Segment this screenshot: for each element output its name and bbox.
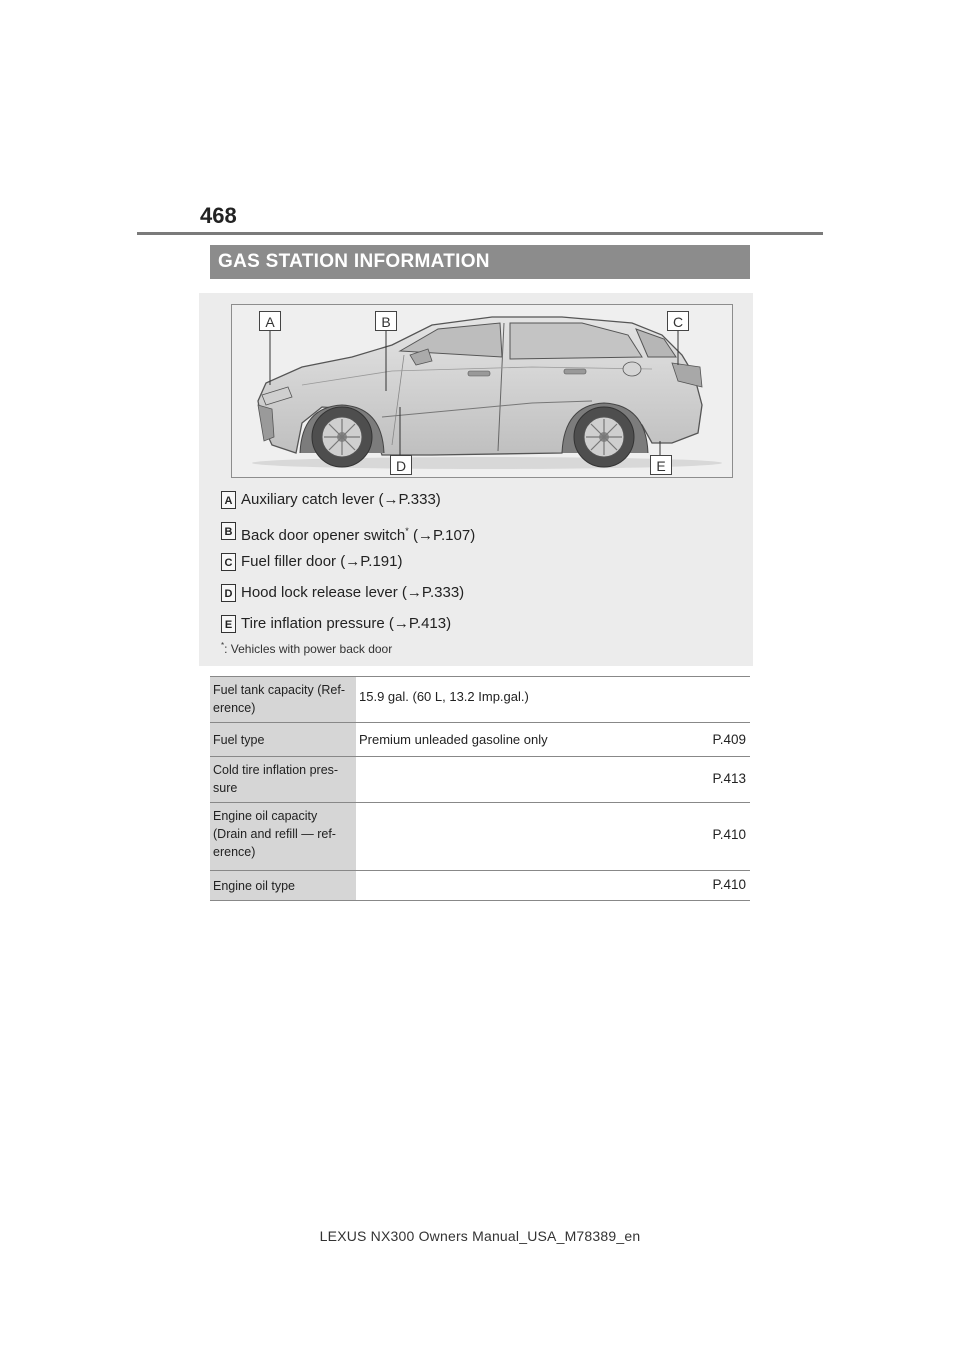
legend-text bbox=[241, 519, 475, 548]
callout-legend bbox=[221, 488, 741, 643]
callout-b: B bbox=[375, 311, 397, 331]
legend-text: Tire inflation pressure (→P.413) bbox=[241, 615, 452, 632]
spec-value bbox=[356, 803, 750, 870]
section-title: GAS STATION INFORMATION bbox=[210, 245, 750, 279]
legend-page-ref: (→P.107) bbox=[408, 527, 476, 544]
footnote bbox=[221, 641, 392, 656]
vehicle-illustration bbox=[231, 304, 733, 478]
legend-text: Auxiliary catch lever (→P.333) bbox=[241, 491, 441, 508]
legend-item-b bbox=[221, 519, 741, 550]
callout-e: E bbox=[650, 455, 672, 475]
legend-item-c bbox=[221, 550, 741, 581]
legend-item-e bbox=[221, 612, 741, 643]
table-row bbox=[210, 676, 750, 722]
legend-badge: B bbox=[221, 522, 236, 540]
spec-label: Fuel type bbox=[210, 723, 356, 756]
spec-value-text: 15.9 gal. (60 L, 13.2 Imp.gal.) bbox=[359, 689, 529, 704]
legend-badge: D bbox=[221, 584, 236, 602]
callout-c: C bbox=[667, 311, 689, 331]
spec-value bbox=[356, 723, 750, 756]
footnote-mark: * bbox=[221, 641, 225, 650]
legend-text: Hood lock release lever (→P.333) bbox=[241, 584, 465, 601]
page-footer: LEXUS NX300 Owners Manual_USA_M78389_en bbox=[319, 1228, 641, 1244]
page-reference: P.410 bbox=[712, 827, 746, 842]
legend-badge: A bbox=[221, 491, 236, 509]
header-rule bbox=[137, 232, 823, 235]
callout-a: A bbox=[259, 311, 281, 331]
spec-label: Cold tire inflation pres-sure bbox=[210, 757, 356, 802]
spec-label: Engine oil capacity (Drain and refill — ref-erence) bbox=[210, 803, 356, 870]
page-number: 468 bbox=[200, 203, 237, 228]
spec-value bbox=[356, 677, 750, 722]
legend-badge: E bbox=[221, 615, 236, 633]
callout-d: D bbox=[390, 455, 412, 475]
legend-label: Back door opener switch bbox=[241, 527, 406, 544]
spec-value bbox=[356, 871, 750, 900]
spec-value bbox=[356, 757, 750, 802]
spec-label: Fuel tank capacity (Ref-erence) bbox=[210, 677, 356, 722]
footnote-mark: * bbox=[405, 526, 409, 536]
page-reference: P.409 bbox=[712, 732, 746, 747]
spec-value-text: Premium unleaded gasoline only bbox=[359, 732, 548, 747]
vehicle-side-view bbox=[232, 305, 732, 477]
table-row bbox=[210, 756, 750, 802]
spec-table bbox=[210, 676, 750, 901]
table-row bbox=[210, 722, 750, 756]
legend-item-a bbox=[221, 488, 741, 519]
illustration-panel bbox=[199, 293, 753, 666]
footnote-text: : Vehicles with power back door bbox=[224, 642, 393, 656]
legend-text: Fuel filler door (→P.191) bbox=[241, 553, 403, 570]
table-row bbox=[210, 802, 750, 870]
spec-label: Engine oil type bbox=[210, 871, 356, 900]
table-row bbox=[210, 870, 750, 901]
page-reference: P.413 bbox=[712, 771, 746, 786]
page-reference: P.410 bbox=[712, 877, 746, 892]
legend-item-d bbox=[221, 581, 741, 612]
legend-badge: C bbox=[221, 553, 236, 571]
